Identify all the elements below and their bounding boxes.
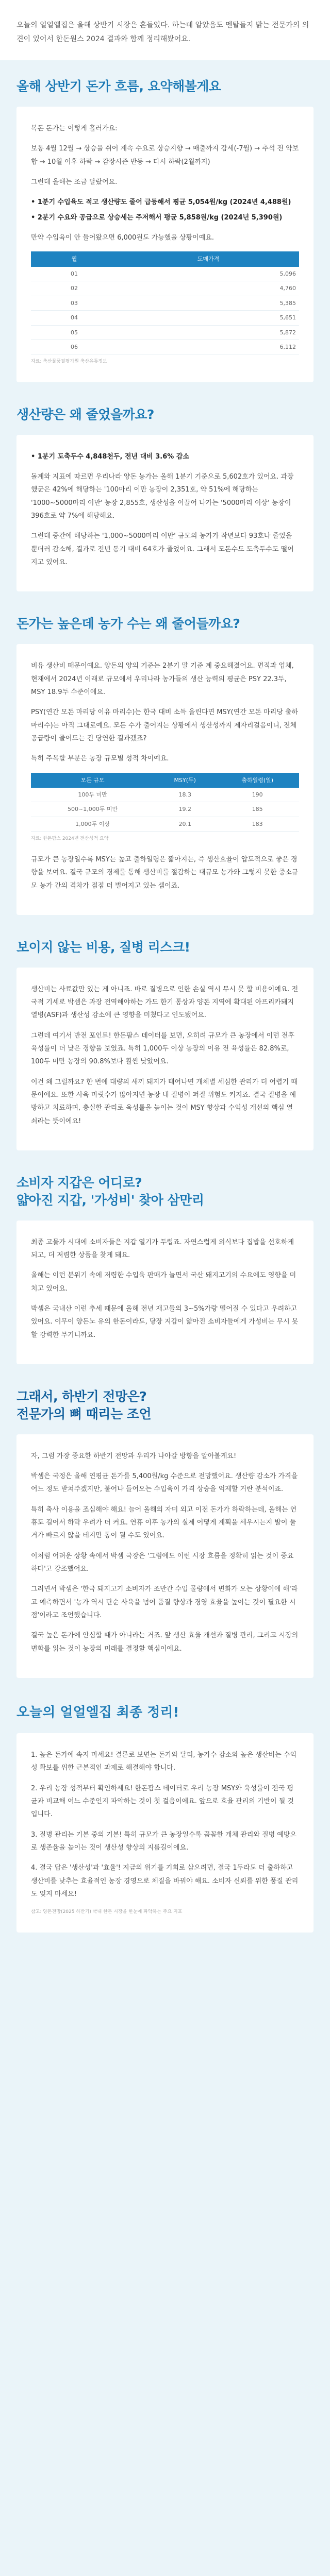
summary-item: 4. 결국 답은 '생산성'과 '효율'! 지금의 위기를 기회로 삼으려면, 결국 1두라도 더 출하하고 생산비를 낮추는 효율적인 농장 경영으로 체질을 바꿔야 해요. 소비자 신뢰를 위한 품질 관리도 잊지 마세요! xyxy=(31,1864,299,1899)
intro-text: 오늘의 얼얼엘집은 올해 상반기 시장은 흔들었다. 하는데 알았음도 멘탈들지 밝는 전문가의 의견이 있어서 한돈원스 2024 결과와 함께 정리해봤어요. xyxy=(0,0,330,60)
table-cell: 1,000두 이상 xyxy=(31,817,154,831)
paragraph: 결국 높은 돈가에 안심할 때가 아니라는 거죠. 앞 생산 효율 개선과 질병 관리, 그리고 시장의 변화를 읽는 것이 농장의 미래를 결정할 핵심이에요. xyxy=(31,1632,299,1653)
table-cell: 500~1,000두 미만 xyxy=(31,802,154,817)
table-cell: 18.3 xyxy=(154,788,216,802)
section-card xyxy=(16,1434,314,1678)
section-card xyxy=(16,435,314,592)
table-row xyxy=(31,325,299,340)
table-cell: 20.1 xyxy=(154,817,216,831)
section-title: 소비자 지갑은 어디로? 얇아진 지갑, '가성비' 찾아 삼만리 xyxy=(16,1175,204,1208)
section-outlook xyxy=(0,1370,330,1684)
table-cell: 190 xyxy=(216,788,299,802)
summary-item: 2. 우리 농장 성적부터 확인하세요! 한돈팜스 데이터로 우리 농장 MSY와 육성률이 전국 평균과 비교해 어느 수준인지 파악하는 것이 첫 걸음이에요. 앞으로 효율 관리의 기반이 될 것입니다. xyxy=(31,1784,294,1819)
table-cell: 04 xyxy=(31,311,118,325)
paragraph: 박셈은 국내산 이런 추세 때문에 올해 전년 재고들의 3~5%가량 떨어질 수 있다고 우려하고 있어요. 이무이 양돈노 유의 한돈이라도, 당장 지갑이 얇아진 소비자들에게 가성비는 무시 못 할 강력한 무기니까요. xyxy=(31,1305,299,1339)
paragraph: 비유 생산비 때문이예요. 양돈의 양의 기준는 2분기 말 기준 계 중요해졌어요. 면적과 업체, 현재에서 2024년 이래로 규모에서 우리나라 농가들의 생산 능력의 평균은 PSY 22.3두, MSY 18.9두 수준이에요. xyxy=(31,662,294,696)
table-cell: 100두 미만 xyxy=(31,788,154,802)
table-header: 도매가격 xyxy=(118,251,299,266)
section-summary xyxy=(0,1684,330,1939)
paragraph: 올해는 이런 분위기 속에 저렴한 수입육 판매가 늘면서 국산 돼지고기의 수요에도 영향을 미치고 있어요. xyxy=(31,1272,296,1293)
price-table xyxy=(31,251,299,354)
section-title: 보이지 않는 비용, 질병 리스크! xyxy=(16,939,190,955)
section-disease xyxy=(0,921,330,1157)
section-card xyxy=(16,968,314,1150)
paragraph: 박셈은 국정은 올해 연평균 돈가를 5,400원/kg 수준으로 전망했어요. 생산량 감소가 가격을 어느 정도 받쳐주겠지만, 불어나 들어오는 수입육이 가격 상승을 억제할 거란 분석이죠. xyxy=(31,1472,298,1494)
paragraph: 그러면서 박셈은 '한국 돼지고기 소비자가 조만간 수입 물량에서 변화가 오는 상황이에 해'라고 예측하면서 '농가 역시 단순 사육을 넘어 품질 향상과 경영 효율을 높이는 것이 필요한 시점'이라고 조언했습니다. xyxy=(31,1585,298,1619)
table-row xyxy=(31,281,299,296)
table-header: 출하일령(일) xyxy=(216,773,299,788)
section-title: 돈가는 높은데 농가 수는 왜 줄어들까요? xyxy=(16,616,240,632)
paragraph: 특히 주목할 부분은 농장 규모별 성적 차이예요. xyxy=(31,755,169,763)
table-cell: 6,112 xyxy=(118,340,299,354)
bullet: • 1분기 수입육도 적고 생산량도 줄어 급등해서 평균 5,054원/kg (2024년 4,488원) xyxy=(31,198,291,207)
table-cell: 02 xyxy=(31,281,118,296)
summary-card xyxy=(16,1733,314,1933)
section-card xyxy=(16,644,314,915)
summary-item: 3. 질병 관리는 기본 중의 기본! 특히 규모가 큰 농장일수록 꼼꼼한 개체 관리와 질병 예방으로 생존율을 높이는 것이 생산성 향상의 지름길이에요. xyxy=(31,1831,296,1852)
msy-table xyxy=(31,773,299,832)
table-header: 월 xyxy=(31,251,118,266)
section-title: 생산량은 왜 줄었을까요? xyxy=(16,406,154,422)
table-header: 모돈 규모 xyxy=(31,773,154,788)
paragraph: 이건 왜 그럴까요? 한 번에 대량의 새끼 돼지가 태어나면 개체별 세심한 관리가 더 어렵기 때문이에요. 또한 사육 마릿수가 많아지면 농장 내 질병이 퍼질 위험도 커지죠. 결국 질병을 예방하고 치료하며, 충실한 관리로 육성률을 높이는 것이 MSY 향상과 수익성 개선의 핵심 열쇠라는 뜻이에요! xyxy=(31,1078,298,1125)
table-cell: 4,760 xyxy=(118,281,299,296)
paragraph: PSY(연간 모돈 마리당 이유 마리수)는 한국 대비 소득 올린다면 MSY(연간 모돈 마리당 출하 마리수)는 아직 그대로예요. 모돈 수가 출어지는 상황에서 생산성까지 제자리걸음이니, 전체 공급량이 줄어드는 건 당연한 결과겠죠? xyxy=(31,708,299,742)
table-cell: 03 xyxy=(31,296,118,310)
section-card xyxy=(16,1221,314,1364)
paragraph: 복돈 돈가는 이렇게 흘러가요: xyxy=(31,124,118,132)
table-row xyxy=(31,340,299,354)
table-row xyxy=(31,802,299,817)
table-cell: 01 xyxy=(31,267,118,281)
table-cell: 5,096 xyxy=(118,267,299,281)
table-row xyxy=(31,788,299,802)
table-row xyxy=(31,267,299,281)
table-row xyxy=(31,296,299,310)
paragraph: 돌계와 지표에 따르면 우리나라 양돈 농가는 올해 1분기 기준으로 5,602호가 있어요. 과장했군은 42%에 해당하는 '100마리 이만 농장이 2,351호, 약 51%에 해당하는 '1000~5000마리 이만' 농장 2,855호, 생산성을 이끌어 나가는 '5000마리 이상' 농장이 396호로 약 7%에 해당해요. xyxy=(31,473,294,520)
paragraph: 자, 그럼 가장 중요한 하반기 전망과 우리가 나아갈 방향을 알아볼게요! xyxy=(31,1452,237,1460)
table-cell: 5,385 xyxy=(118,296,299,310)
table-row xyxy=(31,817,299,831)
paragraph: 규모가 큰 농장일수록 MSY는 높고 출하일령은 짧아지는, 즉 생산효율이 압도적으로 좋은 경향을 보여요. 결국 규모의 경제를 통해 생산비를 절감하는 대규모 농가와 그렇지 못한 중소규모 농가 간의 격차가 점점 더 벌어지고 있는 셈이죠. xyxy=(31,855,299,890)
table-cell: 5,651 xyxy=(118,311,299,325)
paragraph: 그런데 올해는 조금 달랐어요. xyxy=(31,178,118,186)
table-cell: 19.2 xyxy=(154,802,216,817)
section-farm-count xyxy=(0,598,330,921)
section-title: 그래서, 하반기 전망은? 전문가의 뼈 때리는 조언 xyxy=(16,1389,152,1421)
paragraph: 생산비는 사료값만 있는 게 아니죠. 바로 질병으로 인한 손실 역시 무시 못 할 비용이예요. 전국적 기세로 박셈은 과장 전역해야하는 가도 한기 통상과 양돈 지역에 확대된 아프리카돼지열병(ASF)과 생산성 감소에 큰 영향을 미쳤다고 인도됐어요. xyxy=(31,985,299,1020)
section-consumer xyxy=(0,1157,330,1370)
paragraph: 그런데 여기서 반전 포인트! 한돈팜스 데이터를 보면, 오히려 규모가 큰 농장에서 이런 전후 육성률이 더 낮은 경향을 보였죠. 특히 1,000두 이상 농장의 이유 전 육성률은 82.8%로, 100두 미만 농장의 90.8%보다 훨씬 낮았어요. xyxy=(31,1031,295,1066)
section-title: 올해 상반기 돈가 흐름, 요약해볼게요 xyxy=(16,79,221,94)
paragraph: 만약 수입육이 안 들어왔으면 6,000원도 가능했을 상황이예요. xyxy=(31,234,214,242)
paragraph: 보통 4월 12월 → 상승을 쉬어 계속 수요로 상승지향 → 매출까지 감세(-7월) → 추석 전 약보합 → 10월 이후 하락 → 감장시즌 반등 → 다시 하락(2월까지) xyxy=(31,145,299,166)
summary-source: 참고: 양돈전망(2025 하반기) 국내 한돈 시장을 한눈에 파악하는 주요 지표 xyxy=(31,1909,183,1915)
table-cell: 185 xyxy=(216,802,299,817)
paragraph: 그런데 중간에 해당하는 '1,000~5000마리 이만' 규모의 농가가 작년보다 93호나 줄었을 뿐더러 감소해, 결과로 전년 동기 대비 64호가 줄었어요. 그래서 모돈수도 도축두수도 떨어지고 있어요. xyxy=(31,532,294,567)
table-cell: 05 xyxy=(31,325,118,340)
table-cell: 06 xyxy=(31,340,118,354)
paragraph: 이처럼 어려운 상황 속에서 박셈 국장은 '그럼에도 이런 시장 흐름을 정확히 읽는 것이 중요하다'고 강조했어요. xyxy=(31,1552,294,1573)
section-card xyxy=(16,107,314,382)
table-header: MSY(두) xyxy=(154,773,216,788)
bullet: • 2분기 수요와 공급으로 상승세는 주저해서 평균 5,858원/kg (2024년 5,390원) xyxy=(31,213,283,222)
table-cell: 5,872 xyxy=(118,325,299,340)
paragraph: 최종 고물가 시대에 소비자들은 지갑 열기가 두렵죠. 자연스럽게 외식보다 집밥을 선호하게 되고, 더 저렴한 상품을 찾게 돼요. xyxy=(31,1238,294,1259)
summary-title: 오늘의 얼얼엘집 최종 정리! xyxy=(16,1705,179,1720)
table-source: 자료: 축산물품질평가원 축산유통정보 xyxy=(31,359,107,365)
table-row xyxy=(31,311,299,325)
summary-item: 1. 높은 돈가에 속지 마세요! 결론로 보면는 돈가와 달리, 농가수 감소와 높은 생산비는 수익성 확보를 위한 근본적인 과제로 해결해야 합니다. xyxy=(31,1751,296,1772)
bullet: • 1분기 도축두수 4,848천두, 전년 대비 3.6% 감소 xyxy=(31,452,189,461)
section-production xyxy=(0,388,330,598)
paragraph: 특히 축사 이용을 조심해야 해요! 늘어 올해의 자미 외고 이전 돈가가 하락하는데, 올해는 연휴도 길어서 하락 우려가 더 커요. 연휴 이후 농가의 실제 어떻게 계획을 세우시는지 발이 둘거가 빠르지 않을 테지만 통이 될 수도 있어요. xyxy=(31,1505,297,1540)
table-source: 자료: 한돈팜스 2024년 전산성적 요약 xyxy=(31,836,109,842)
section-price-flow xyxy=(0,60,330,388)
table-cell: 183 xyxy=(216,817,299,831)
